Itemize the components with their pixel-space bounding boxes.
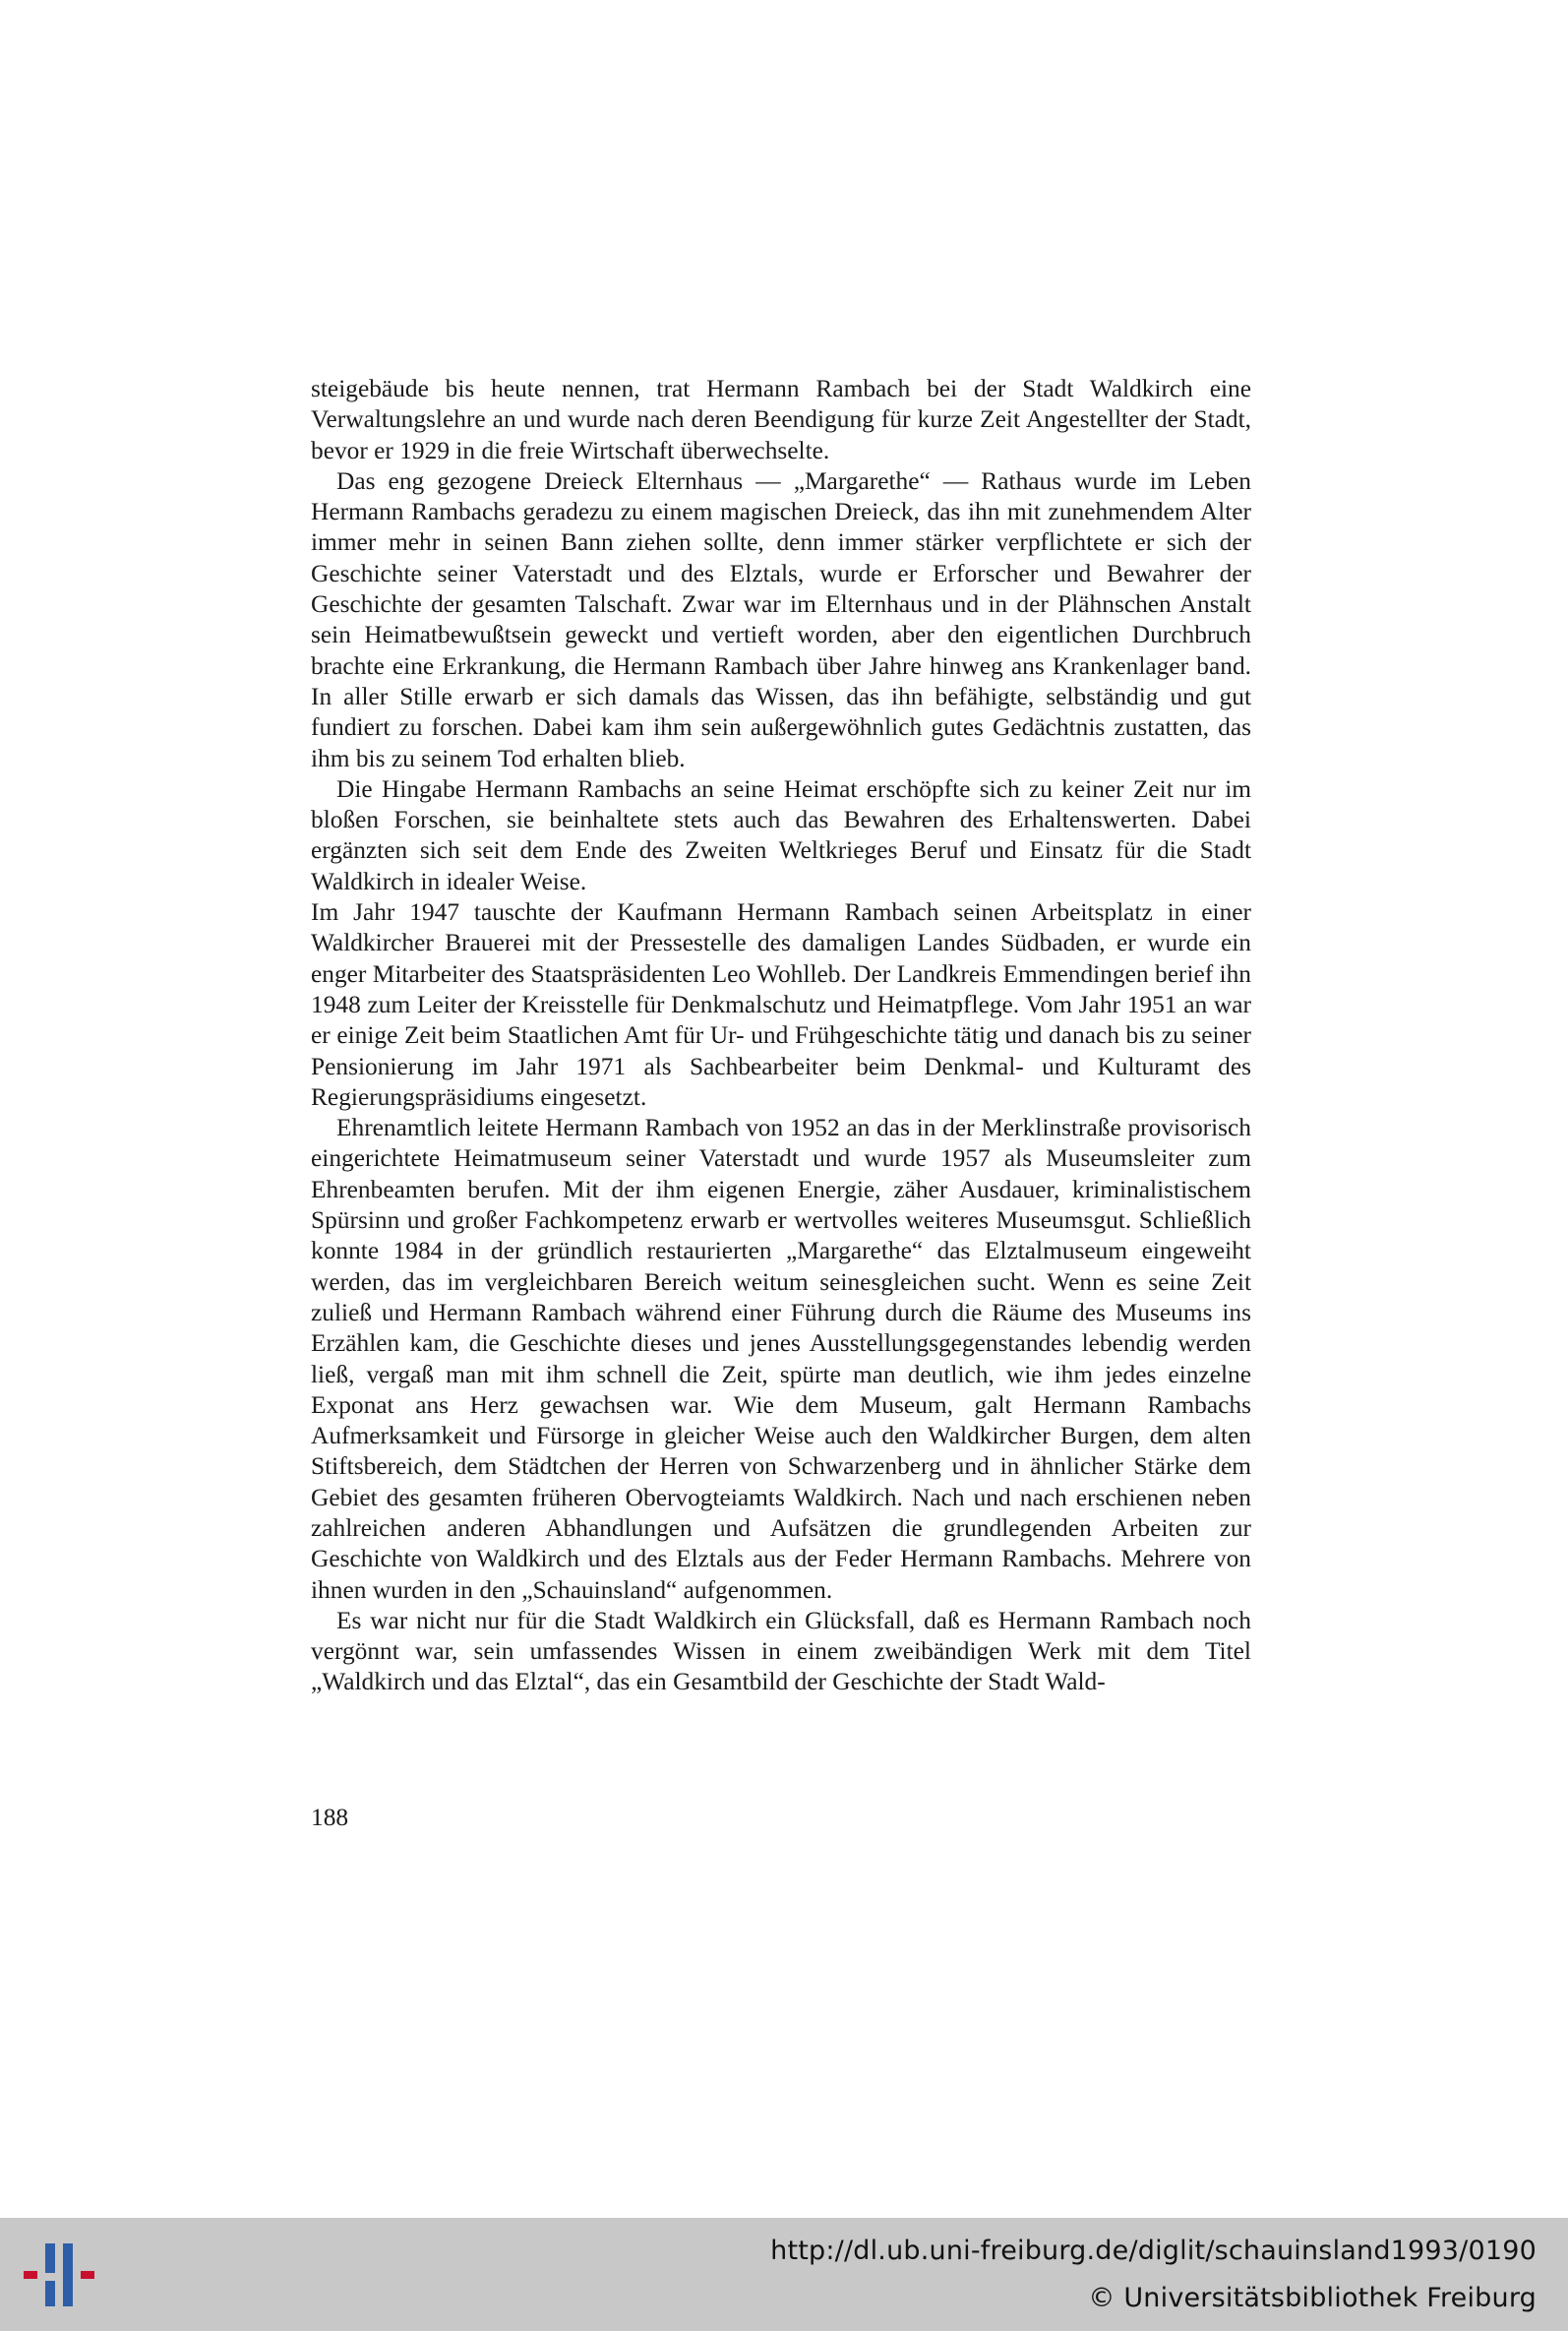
paragraph: Das eng gezogene Dreieck Elternhaus — „Margarethe“ — Rathaus wurde im Leben Hermann Rambachs geradezu zu einem magischen Dreieck, das ihn mit zunehmendem Alter immer mehr in seinen Bann ziehen sollte, denn immer stärker verpflichtete er sich der Geschichte seiner Vaterstadt und des Elztals, wurde er Erforscher und Bewahrer der Geschichte der gesamten Talschaft. Zwar war im Elternhaus und in der Plähnschen Anstalt sein Heimatbewußtsein geweckt und vertieft worden, aber den eigentlichen Durchbruch brachte eine Erkrankung, die Hermann Rambach über Jahre hinweg ans Krankenlager band. In aller Stille erwarb er sich damals das Wissen, das ihn befähigte, selbständig und gut fundiert zu forschen. Dabei kam ihm sein außergewöhnlich gutes Gedächtnis zustatten, das ihm bis zu seinem Tod erhalten blieb. [311, 466, 1251, 772]
footer-bar [0, 2218, 1568, 2331]
paragraph: steigebäude bis heute nennen, trat Hermann Rambach bei der Stadt Waldkirch eine Verwaltungslehre an und wurde nach deren Beendigung für kurze Zeit Angestellter der Stadt, bevor er 1929 in die freie Wirtschaft überwechselte. [311, 375, 1251, 464]
paragraph: Im Jahr 1947 tauschte der Kaufmann Hermann Rambach seinen Arbeitsplatz in einer Waldkircher Brauerei mit der Pressestelle des damaligen Landes Südbaden, er wurde ein enger Mitarbeiter des Staatspräsidenten Leo Wohlleb. Der Landkreis Emmendingen berief ihn 1948 zum Leiter der Kreisstelle für Denkmalschutz und Heimatpflege. Vom Jahr 1951 an war er einige Zeit beim Staatlichen Amt für Ur- und Frühgeschichte tätig und danach bis zu seiner Pensionierung im Jahr 1971 als Sachbearbeiter beim Denkmal- und Kulturamt des Regierungspräsidiums eingesetzt. [311, 898, 1251, 1111]
paragraph: Es war nicht nur für die Stadt Waldkirch ein Glücksfall, daß es Hermann Rambach noch vergönnt war, sein umfassendes Wissen in einem zweibändigen Werk mit dem Titel „Waldkirch und das Elztal“, das ein Gesamtbild der Geschichte der Stadt Wald- [311, 1606, 1251, 1696]
paragraph: Die Hingabe Hermann Rambachs an seine Heimat erschöpfte sich zu keiner Zeit nur im bloßen Forschen, sie beinhaltete stets auch das Bewahren des Erhaltenswerten. Dabei ergänzten sich seit dem Ende des Zweiten Weltkrieges Beruf und Einsatz für die Stadt Waldkirch in idealer Weise. [311, 774, 1251, 895]
paragraph: Ehrenamtlich leitete Hermann Rambach von 1952 an das in der Merklinstraße provisorisch eingerichtete Heimatmuseum seiner Vaterstadt und wurde 1957 als Museumsleiter zum Ehrenbeamten berufen. Mit der ihm eigenen Energie, zäher Ausdauer, kriminalistischem Spürsinn und großer Fachkompetenz erwarb er wertvolles weiteres Museumsgut. Schließlich konnte 1984 in der gründlich restaurierten „Margarethe“ das Elztalmuseum eingeweiht werden, das im vergleichbaren Bereich weitum seinesgleichen sucht. Wenn es seine Zeit zuließ und Hermann Rambach während einer Führung durch die Räume des Museums ins Erzählen kam, die Geschichte dieses und jenes Ausstellungsgegenstandes lebendig werden ließ, vergaß man mit ihm schnell die Zeit, spürte man deutlich, wie ihm jedes einzelne Exponat ans Herz gewachsen war. Wie dem Museum, galt Hermann Rambachs Aufmerksamkeit und Fürsorge in gleicher Weise auch den Waldkircher Burgen, dem alten Stiftsbereich, dem Städtchen der Herren von Schwarzenberg und in ähnlicher Stärke dem Gebiet des gesamten früheren Obervogteiamts Waldkirch. Nach und nach erschienen neben zahlreichen anderen Abhandlungen und Aufsätzen die grundlegenden Arbeiten zur Geschichte von Waldkirch und des Elztals aus der Feder Hermann Rambachs. Mehrere von ihnen wurden in den „Schauinsland“ aufgenommen. [311, 1114, 1251, 1604]
copyright-notice: © Universitätsbibliothek Freiburg [1088, 2283, 1537, 2313]
page-number: 188 [311, 1804, 349, 1831]
ub-freiburg-logo-icon [20, 2236, 98, 2314]
article-body [311, 374, 1251, 1698]
source-url-link[interactable]: http://dl.ub.uni-freiburg.de/diglit/schauinsland1993/0190 [770, 2236, 1537, 2266]
